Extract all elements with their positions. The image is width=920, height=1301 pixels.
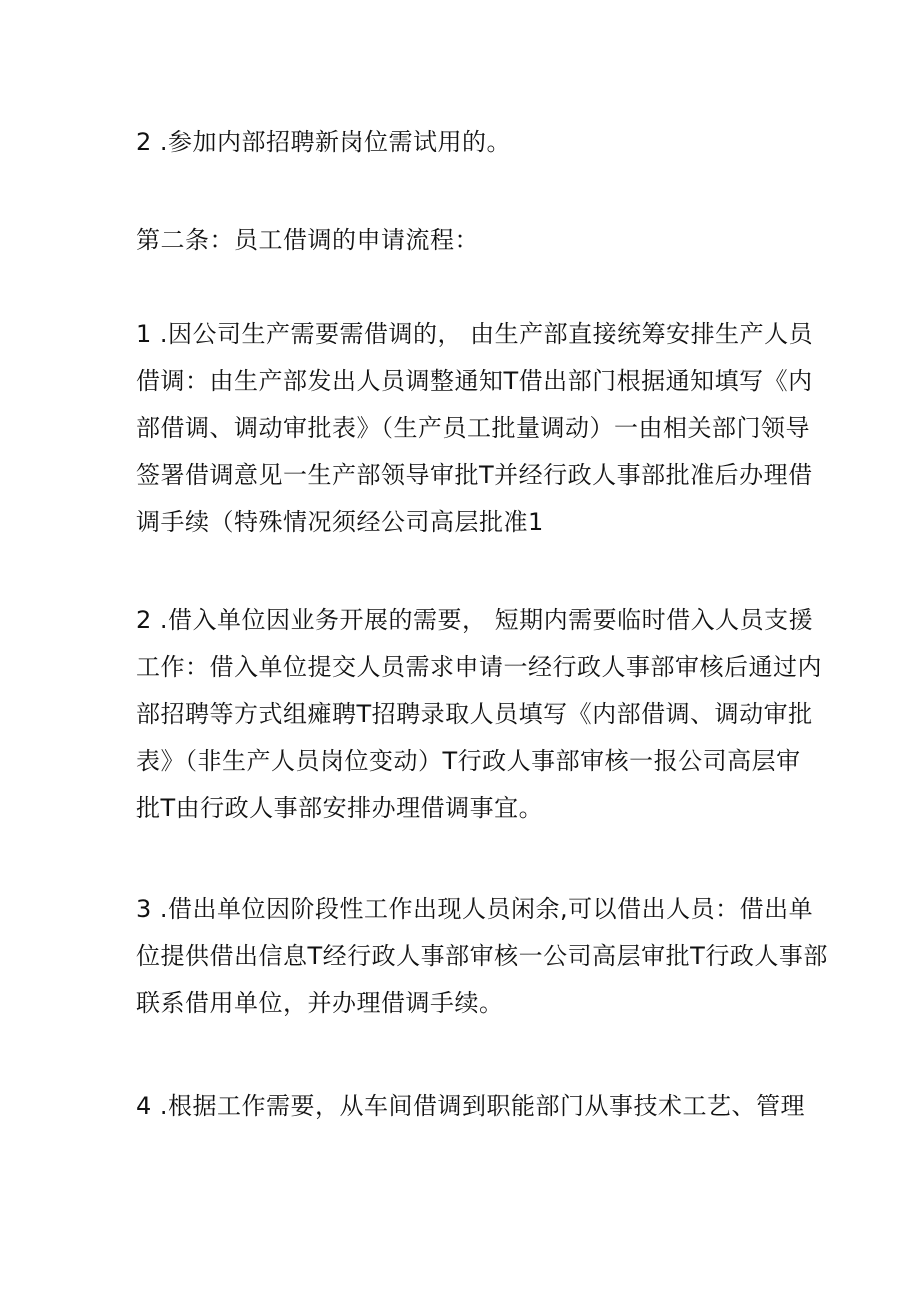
text-line: 调手续（特殊情况须经公司高层批准1 — [136, 508, 544, 536]
paragraph-item-2-borrow-in — [136, 597, 822, 832]
text-line: 表》（非生产人员岗位变动）T行政人事部审核一报公司高层审 — [136, 747, 801, 775]
text-line: 第二条：员工借调的申请流程： — [136, 226, 479, 254]
text-line: 4 .根据工作需要，从车间借调到职能部门从事技术工艺、管理 — [136, 1092, 806, 1120]
text-line: 部借调、调动审批表》（生产员工批量调动）一由相关部门领导 — [136, 414, 810, 442]
text-line: 位提供借出信息T经行政人事部审核一公司高层审批T行政人事部 — [136, 942, 828, 970]
paragraph-item-2-trial — [136, 119, 796, 166]
text-line: 3 .借出单位因阶段性工作出现人员闲余,可以借出人员：借出单 — [136, 895, 814, 923]
text-line: 签署借调意见一生产部领导审批T并经行政人事部批准后办理借 — [136, 461, 813, 489]
text-line: 批T由行政人事部安排办理借调事宜。 — [136, 794, 544, 822]
text-line: 1 .因公司生产需要需借调的， 由生产部直接统筹安排生产人员 — [136, 320, 814, 348]
text-line: 部招聘等方式组瘫聘T招聘录取人员填写《内部借调、调动审批 — [136, 700, 813, 728]
section-heading-article-2 — [136, 217, 796, 264]
paragraph-item-1-production — [136, 311, 814, 546]
paragraph-item-3-lend-out — [136, 886, 828, 1027]
paragraph-item-4-workshop — [136, 1083, 806, 1130]
text-line: 2 .借入单位因业务开展的需要， 短期内需要临时借入人员支援 — [136, 606, 814, 634]
text-line: 借调：由生产部发出人员调整通知T借出部门根据通知填写《内 — [136, 367, 813, 395]
text-line: 2 .参加内部招聘新岗位需试用的。 — [136, 128, 512, 156]
text-line: 联系借用单位，并办理借调手续。 — [136, 989, 504, 1017]
text-line: 工作：借入单位提交人员需求申请一经行政人事部审核后通过内 — [136, 653, 822, 681]
